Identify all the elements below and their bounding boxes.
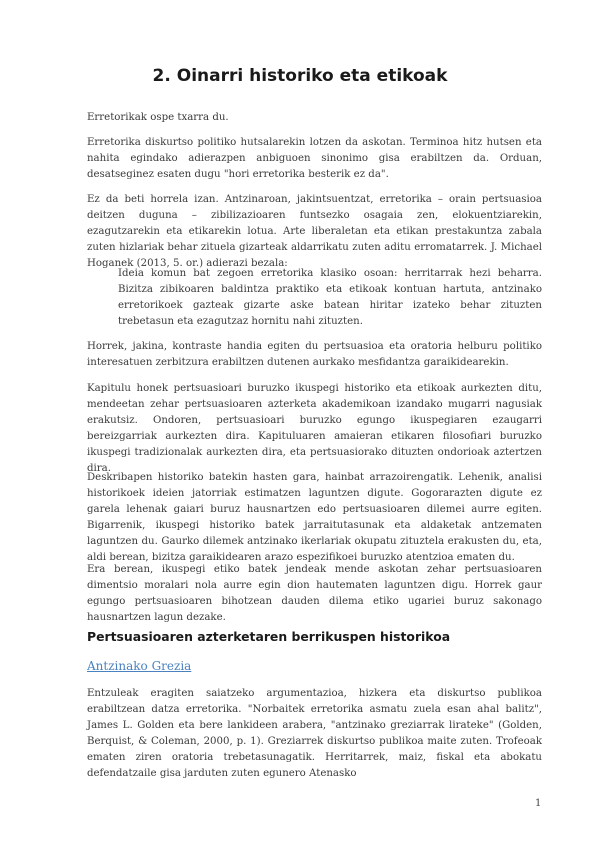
paragraph-7: Era berean, ikuspegi etiko batek jendeak mende askotan zehar pertsuasioaren dimentsio moralari nola aurre egin dion hautematen laguntzen digu. Horrek gaur egungo pertsuasioaren bihotzean dauden dilema etiko ugariei buruz sakonago hausnartzen lagun dezake. <box>87 564 542 623</box>
chapter-title: 2. Oinarri historiko eta etikoak <box>152 66 448 86</box>
subsection-link-ancient-greece[interactable]: Antzinako Grezia <box>87 659 192 673</box>
paragraph-6: Deskribapen historiko batekin hasten gara, hainbat arrazoirengatik. Lehenik, analisi historikoek ideien jatorriak estimatzen laguntzen digute. Gogorarazten digute ez garela lehenak gaiari buruz hausnartzen edo pertsuasioaren dilemei aurre egiten. Bigarrenik, ikuspegi historiko batek jarraitutasunak eta aldaketak antzematen laguntzen du. Gaurko dilemek antzinako ikerlariak okupatu zituztela erakusten du, eta, aldi berean, bizitza garaikidearen arazo espezifikoei buruzko atentzioa ematen du. <box>87 472 542 563</box>
paragraph-8: Entzuleak eragiten saiatzeko argumentazioa, hizkera eta diskurtso publikoa erabiltzean datza erretorika. "Norbaitek erretorika asmatu zuela esan ahal balitz", James L. Golden eta bere lankideen arabera, "antzinako greziarrak lirateke" (Golden, Berquist, & Coleman, 2000, p. 1). Greziarrek diskurtso publikoa maite zuten. Trofeoak ematen ziren oratoria trebetasunagatik. Herritarrek, maiz, fiskal eta abokatu defendatzaile gisa jarduten zuten egunero Atenasko <box>87 688 542 779</box>
paragraph-5: Kapitulu honek pertsuasioari buruzko ikuspegi historiko eta etikoak aurkezten ditu, mendeetan zehar pertsuasioaren azterketa akademikoan izandako mugarri nagusiak erakutsiz. Ondoren, pertsuasioari buruzko egungo ikuspegiaren ezaugarri bereizgarriak aurkezten dira. Kapituluaren amaieran etikaren filosofiari buruzko ikuspegi tradizionalak aurkezten dira, eta pertsuasiorako dituzten ondorioak aztertzen dira. <box>87 383 542 474</box>
section-heading: Pertsuasioaren azterketaren berrikuspen historikoa <box>87 629 451 644</box>
block-quote: Ideia komun bat zegoen erretorika klasiko osoan: herritarrak hezi beharra. Bizitza zibikoaren baldintza praktiko eta etikoak kontuan hartuta, antzinako erretorikoek gazteak gizarte aske batean hiritar izateko behar zituzten trebetasun eta ezagutzaz hornitu nahi zituzten. <box>118 268 542 327</box>
paragraph-3: Ez da beti horrela izan. Antzinaroan, jakintsuentzat, erretorika – orain pertsuasioa deitzen duguna – zibilizazioaren funtsezko osagaia zen, elokuentziarekin, ezagutzarekin eta etikarekin lotua. Arte liberaletan eta etikan prestakuntza zabala zuten hizlariak behar zituela gizarteak aldarrikatu zuten aditu erromatarrek. J. Michael Hoganek (2013, 5. or.) adierazi bezala: <box>87 194 542 269</box>
paragraph-4: Horrek, jakina, kontraste handia egiten du pertsuasioa eta oratoria helburu politiko interesatuen zerbitzura erabiltzen dutenen aurkako mesfidantza garaikidearekin. <box>87 341 542 368</box>
paragraph-2: Erretorika diskurtso politiko hutsalarekin lotzen da askotan. Terminoa hitz hutsen eta nahita egindako adierazpen anbiguoen sinonimo gisa erabiltzen da. Orduan, desatseginez esaten dugu "hori erretorika besterik ez da". <box>87 137 542 180</box>
page-number: 1 <box>535 798 542 809</box>
paragraph-1: Erretorikak ospe txarra du. <box>87 112 229 123</box>
